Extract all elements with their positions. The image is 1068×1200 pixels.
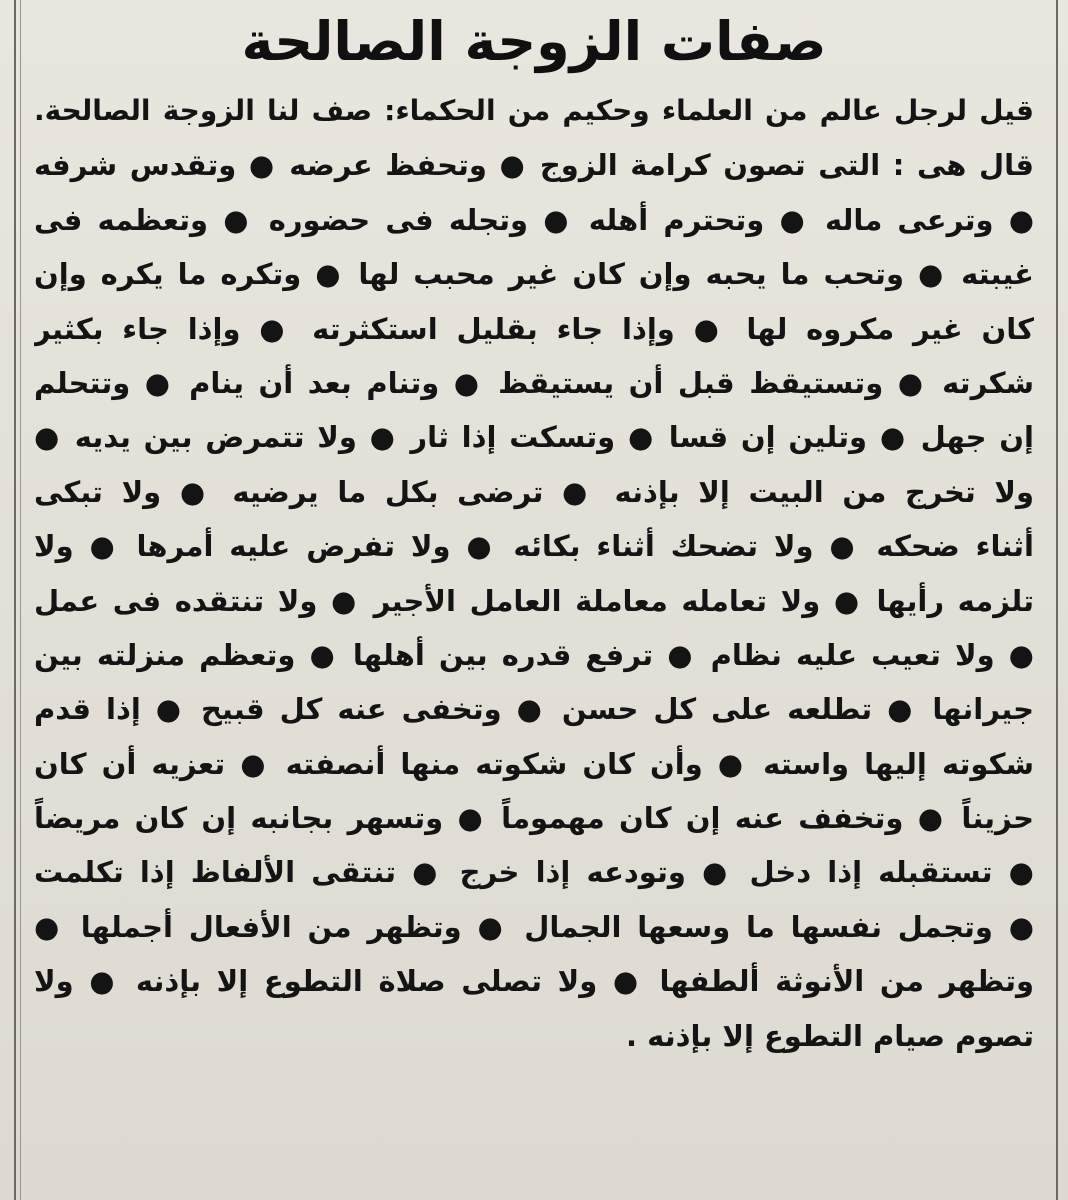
article-line: جيرانها ● تطلعه على كل حسن ● وتخفى عنه كل قبيح ● إذا قدم <box>34 692 1034 727</box>
article-line: كان غير مكروه لها ● وإذا جاء بقليل استكثرته ● وإذا جاء بكثير <box>34 311 1034 346</box>
article-line: حزيناً ● وتخفف عنه إن كان مهموماً ● وتسهر بجانبه إن كان مريضاً <box>34 801 1034 836</box>
article-line: غيبته ● وتحب ما يحبه وإن كان غير محبب لها ● وتكره ما يكره وإن <box>34 257 1034 292</box>
column-rule-right <box>1056 0 1058 1200</box>
article-line: تلزمه رأيها ● ولا تعامله معاملة العامل الأجير ● ولا تنتقده فى عمل <box>34 583 1034 618</box>
article-line: ● وترعى ماله ● وتحترم أهله ● وتجله فى حضوره ● وتعظمه فى <box>34 202 1034 237</box>
article-line: وتظهر من الأنوثة ألطفها ● ولا تصلى صلاة التطوع إلا بإذنه ● ولا <box>34 964 1034 999</box>
article <box>34 0 1034 1200</box>
article-line: ولا تخرج من البيت إلا بإذنه ● ترضى بكل ما يرضيه ● ولا تبكى <box>34 474 1034 509</box>
article-line: قال هى : التى تصون كرامة الزوج ● وتحفظ عرضه ● وتقدس شرفه <box>34 148 1034 183</box>
column-rule-left <box>14 0 16 1200</box>
article-line: إن جهل ● وتلين إن قسا ● وتسكت إذا ثار ● ولا تتمرض بين يديه ● <box>34 420 1034 455</box>
article-body <box>34 84 1034 1063</box>
article-line: ● ولا تعيب عليه نظام ● ترفع قدره بين أهلها ● وتعظم منزلته بين <box>34 637 1034 672</box>
article-title: صفات الزوجة الصالحة <box>241 10 827 73</box>
article-line: أثناء ضحكه ● ولا تضحك أثناء بكائه ● ولا تفرض عليه أمرها ● ولا <box>34 529 1034 564</box>
article-line: شكرته ● وتستيقظ قبل أن يستيقظ ● وتنام بعد أن ينام ● وتتحلم <box>34 365 1034 400</box>
article-line: تصوم صيام التطوع إلا بإذنه . <box>626 1018 1034 1053</box>
article-line: ● تستقبله إذا دخل ● وتودعه إذا خرج ● تنتقى الألفاظ إذا تكلمت <box>34 855 1034 890</box>
article-line: ● وتجمل نفسها ما وسعها الجمال ● وتظهر من الأفعال أجملها ● <box>34 909 1034 944</box>
article-line: قيل لرجل عالم من العلماء وحكيم من الحكماء: صف لنا الزوجة الصالحة. <box>34 94 1034 127</box>
article-line: شكوته إليها واسته ● وأن كان شكوته منها أنصفته ● تعزيه أن كان <box>34 746 1034 781</box>
column-rule-left-inner <box>20 0 21 1200</box>
